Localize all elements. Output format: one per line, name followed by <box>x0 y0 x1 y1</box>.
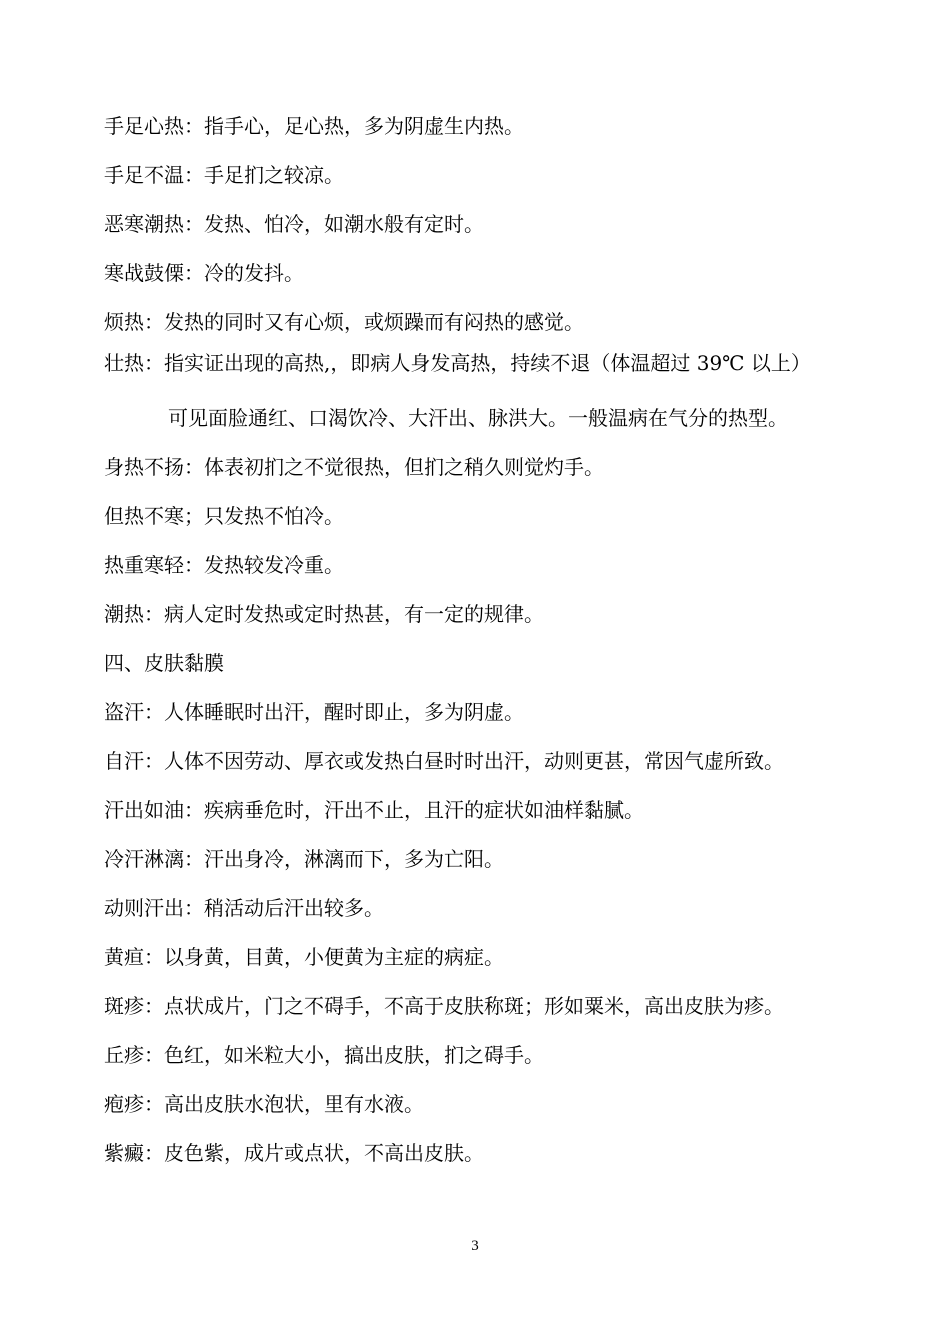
text-line-shouzubuwen: 手足不温：手足扪之较凉。 <box>104 163 344 187</box>
page-number: 3 <box>471 1238 479 1254</box>
text-line-fanre: 烦热：发热的同时又有心烦，或烦躁而有闷热的感觉。 <box>104 310 584 334</box>
text-line-shenrebuyang: 身热不扬：体表初扪之不觉很热，但扪之稍久则觉灼手。 <box>104 455 604 479</box>
text-line-dongzehanchu: 动则汗出：稍活动后汗出较多。 <box>104 896 384 920</box>
text-line-qiuzhen: 丘疹：色红，如米粒大小，搞出皮肤，扪之碍手。 <box>104 1043 544 1067</box>
text-line-rezhonghanqing: 热重寒轻：发热较发冷重。 <box>104 553 344 577</box>
text-line-chaore: 潮热：病人定时发热或定时热甚，有一定的规律。 <box>104 602 544 626</box>
text-line-zhuangre-continued: 可见面脸通红、口渴饮冷、大汗出、脉洪大。一般温病在气分的热型。 <box>168 406 788 430</box>
text-line-hanzhanguli: 寒战鼓傈：冷的发抖。 <box>104 261 304 285</box>
text-line-lenghanlinli: 冷汗淋漓：汗出身冷，淋漓而下，多为亡阳。 <box>104 847 504 871</box>
text-line-hanchuruyou: 汗出如油：疾病垂危时，汗出不止，且汗的症状如油样黏腻。 <box>104 798 644 822</box>
text-line-daohan: 盗汗：人体睡眠时出汗，醒时即止，多为阴虚。 <box>104 700 524 724</box>
text-line-huangdan: 黄疸：以身黄，目黄，小便黄为主症的病症。 <box>104 945 504 969</box>
text-line-paozhen: 疱疹：高出皮肤水泡状，里有水液。 <box>104 1092 424 1116</box>
text-line-banzhen: 斑疹：点状成片，门之不碍手，不高于皮肤称斑；形如粟米，高出皮肤为疹。 <box>104 994 784 1018</box>
text-line-shouzuxinre: 手足心热：指手心，足心热，多为阴虚生内热。 <box>104 114 524 138</box>
document-body <box>104 112 884 1167</box>
text-line-zihan: 自汗：人体不因劳动、厚衣或发热白昼时时出汗，动则更甚，常因气虚所致。 <box>104 749 784 773</box>
text-line-zhuangre: 壮热：指实证出现的高热,，即病人身发高热，持续不退（体温超过 39℃ 以上） <box>104 351 811 375</box>
text-line-ehanchaore: 恶寒潮热：发热、怕冷，如潮水般有定时。 <box>104 212 484 236</box>
text-line-zidian: 紫癜：皮色紫，成片或点状，不高出皮肤。 <box>104 1141 484 1165</box>
section-heading-skin-mucosa: 四、皮肤黏膜 <box>104 651 224 675</box>
text-line-danrebuhan: 但热不寒；只发热不怕冷。 <box>104 504 344 528</box>
